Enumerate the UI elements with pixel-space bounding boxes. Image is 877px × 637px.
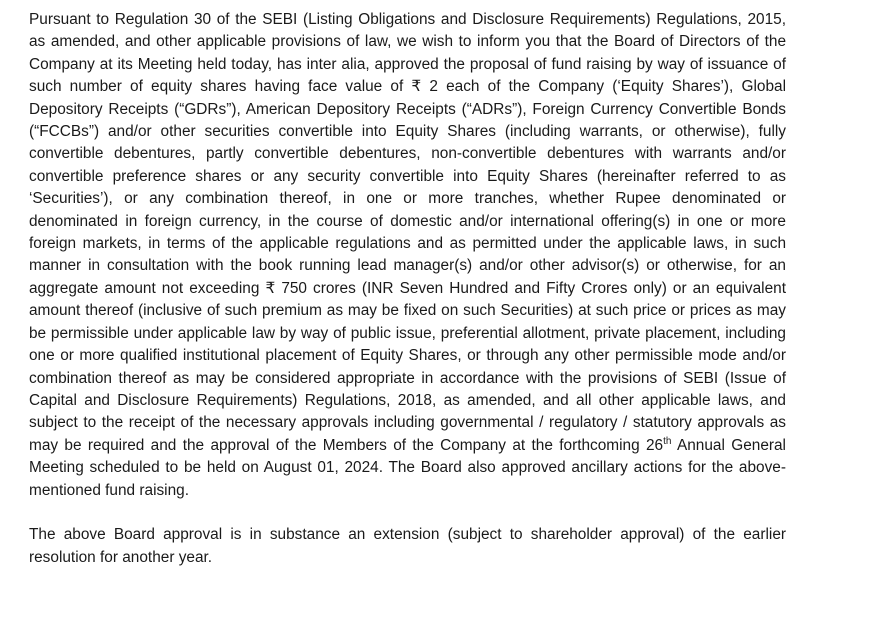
paragraph-1-text: Pursuant to Regulation 30 of the SEBI (Listing Obligations and Disclosure Requirements) Regulations, 2015, as amended, and other applicable provisions of law, we wish to inform you that the Board of Directors of the Company at its Meeting held today, has inter alia, approved the proposal of fund raising by way of issuance of such number of equity shares having face value of ₹ 2 each of the Company (‘Equity Shares’), Global Depository Receipts (“GDRs”), American Depository Receipts (“ADRs”), Foreign Currency Convertible Bonds (“FCCBs”) and/or other securities convertible into Equity Shares (including warrants, or otherwise), fully convertible debentures, partly convertible debentures, non-convertible debentures with warrants and/or convertible preference shares or any security convertible into Equity Shares (hereinafter referred to as ‘Securities’), or any combination thereof, in one or more tranches, whether Rupee denominated or denominated in foreign currency, in the course of domestic and/or international offering(s) in one or more foreign markets, in terms of the applicable regulations and as permitted under the applicable laws, in such manner in consultation with the book running lead manager(s) and/or other advisor(s) or otherwise, for an aggregate amount not exceeding ₹ 750 crores (INR Seven Hundred and Fifty Crores only) or an equivalent amount thereof (inclusive of such premium as may be fixed on such Securities) at such price or prices as may be permissible under applicable law by way of public issue, preferential allotment, private placement, including one or more qualified institutional placement of Equity Shares, or through any other permissible mode and/or combination thereof as may be considered appropriate in accordance with the provisions of SEBI (Issue of Capital and Disclosure Requirements) Regulations, 2018, as amended, and all other applicable laws, and subject to the receipt of the necessary approvals including governmental / regulatory / statutory approvals as may be required and the approval of the Members of the Company at the forthcoming 26	[29, 11, 786, 454]
paragraph-fund-raising-approval	[29, 9, 786, 502]
ordinal-superscript: th	[663, 435, 672, 447]
paragraph-extension-note: The above Board approval is in substance an extension (subject to shareholder approval) of the earlier resolution for another year.	[29, 526, 786, 566]
paragraph-spacer	[29, 502, 786, 524]
paragraph-1-text-continued: Annual General Meeting scheduled to be held on August 01, 2024. The Board also approved ancillary actions for the above-mentioned fund raising.	[29, 436, 786, 499]
document-body	[29, 9, 786, 569]
